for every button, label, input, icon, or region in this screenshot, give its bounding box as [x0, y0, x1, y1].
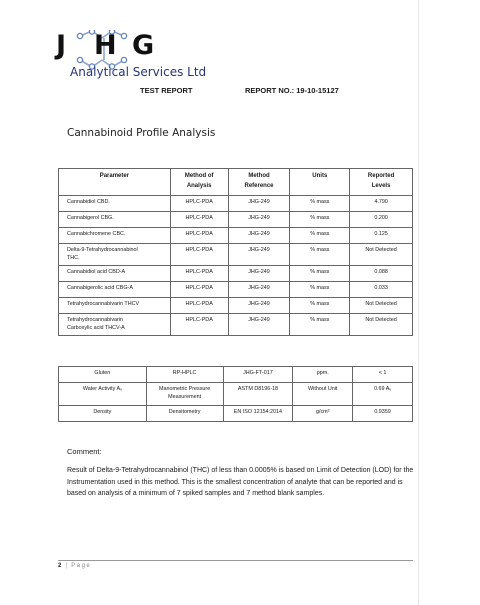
cell-units: % mass	[290, 266, 350, 282]
cell-parameter: Water Activity Aᵥ	[59, 383, 147, 406]
cannabinoid-table	[58, 168, 413, 336]
cell-parameter: Cannabigerol CBG.	[59, 212, 171, 228]
table-row	[59, 244, 413, 266]
cell-units: % mass	[290, 314, 350, 336]
cell-level: 0.200	[350, 212, 413, 228]
footer-separator: |	[66, 563, 68, 569]
cell-method: Manometric Pressure Measurement	[146, 383, 223, 406]
cell-method: HPLC-PDA	[170, 196, 228, 212]
cell-reference: EN ISO 12154:2014	[223, 406, 293, 422]
logo-letter-j: J	[56, 30, 68, 61]
logo-letter-g: G	[132, 30, 156, 61]
report-title: TEST REPORT	[140, 86, 193, 95]
cell-method: HPLC-PDA	[170, 266, 228, 282]
cell-level: 0.125	[350, 228, 413, 244]
cell-parameter: Tetrahydrocannabivarin Carboxylic acid THCV-A	[59, 314, 171, 336]
molecule-graphic	[52, 30, 262, 70]
cell-method: HPLC-PDA	[170, 298, 228, 314]
cell-units: % mass	[290, 244, 350, 266]
cell-method: HPLC-PDA	[170, 282, 228, 298]
footer-divider	[58, 560, 413, 561]
page-word: Page	[71, 563, 92, 569]
table-row	[59, 406, 413, 422]
cell-level: 0.69 Aᵥ	[353, 383, 413, 406]
cell-units: % mass	[290, 212, 350, 228]
cell-reference: JHG-249	[228, 282, 290, 298]
cell-reference: JHG-249	[228, 212, 290, 228]
page-edge	[418, 0, 419, 605]
header-levels: Reported Levels	[350, 169, 413, 196]
table-row	[59, 314, 413, 336]
cell-method: HPLC-PDA	[170, 244, 228, 266]
header-method: Method of Analysis	[170, 169, 228, 196]
cell-method: Densitometry	[146, 406, 223, 422]
table-row	[59, 383, 413, 406]
cell-parameter: Density	[59, 406, 147, 422]
table-header-row	[59, 169, 413, 196]
company-logo	[52, 30, 262, 80]
header-reference: Method Reference	[228, 169, 290, 196]
company-name: Analytical Services Ltd	[70, 65, 207, 79]
cell-reference: JHG-249	[228, 196, 290, 212]
cell-level: 0.033	[350, 282, 413, 298]
page-footer	[58, 563, 91, 569]
cell-level: 0.088	[350, 266, 413, 282]
cell-units: g/cm³	[293, 406, 353, 422]
cell-parameter: Cannabigerolic acid CBG-A	[59, 282, 171, 298]
cell-units: % mass	[290, 282, 350, 298]
cell-level: < 1	[353, 367, 413, 383]
cell-parameter: Gluten	[59, 367, 147, 383]
cell-level: Not Detected	[350, 314, 413, 336]
cell-method: HPLC-PDA	[170, 212, 228, 228]
table-row	[59, 282, 413, 298]
section-title: Cannabinoid Profile Analysis	[67, 127, 216, 139]
cell-reference: JHG-249	[228, 314, 290, 336]
cell-parameter: Cannabidiol acid CBD-A	[59, 266, 171, 282]
cell-reference: JHG-FT-017	[223, 367, 293, 383]
cell-level: 0.9359	[353, 406, 413, 422]
table-row	[59, 196, 413, 212]
cell-reference: JHG-249	[228, 266, 290, 282]
cell-units: Without Unit	[293, 383, 353, 406]
cell-level: Not Detected	[350, 298, 413, 314]
cell-units: % mass	[290, 298, 350, 314]
cell-method: RP-HPLC	[146, 367, 223, 383]
cell-reference: JHG-249	[228, 244, 290, 266]
table-row	[59, 266, 413, 282]
other-tests-table	[58, 366, 413, 422]
header-units: Units	[290, 169, 350, 196]
cell-reference: JHG-249	[228, 228, 290, 244]
table-row	[59, 212, 413, 228]
comment-text: Result of Delta-9-Tetrahydrocannabinol (THC) of less than 0.0005% is based on Limit of Detection (LOD) for the Instrumentation used in this method. This is the smallest concentration of analyte that can be reported and is based on analysis of a minimum of 7 spiked samples and 7 method blank samples.	[67, 467, 414, 497]
cell-level: 4.790	[350, 196, 413, 212]
header-parameter: Parameter	[59, 169, 171, 196]
cell-units: ppm.	[293, 367, 353, 383]
table-row	[59, 367, 413, 383]
cell-units: % mass	[290, 196, 350, 212]
table-row	[59, 228, 413, 244]
cell-method: HPLC-PDA	[170, 228, 228, 244]
comment-label: Comment:	[67, 447, 102, 456]
cell-parameter: Delta-9-Tetrahydrocannabinol THC.	[59, 244, 171, 266]
cell-parameter: Tetrahydrocannabivarin THCV	[59, 298, 171, 314]
cell-level: Not Detected	[350, 244, 413, 266]
cell-reference: ASTM D8196-18	[223, 383, 293, 406]
logo-letter-h: H	[94, 30, 118, 61]
page-number: 2	[58, 563, 62, 569]
cell-parameter: Cannabichromene CBC.	[59, 228, 171, 244]
table-row	[59, 298, 413, 314]
cell-parameter: Cannabidiol CBD.	[59, 196, 171, 212]
cell-method: HPLC-PDA	[170, 314, 228, 336]
cell-units: % mass	[290, 228, 350, 244]
report-number: REPORT NO.: 19-10-15127	[245, 86, 339, 95]
cell-reference: JHG-249	[228, 298, 290, 314]
